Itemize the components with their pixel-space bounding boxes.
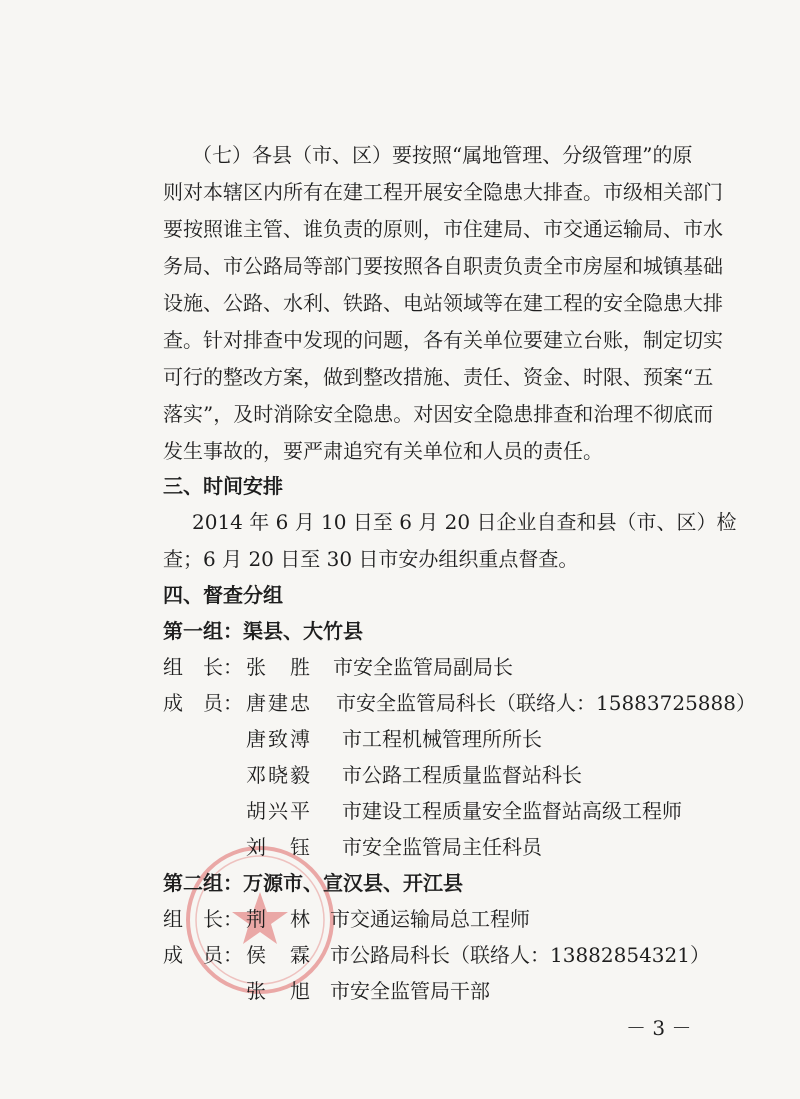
group-1-leader-name: 张 胜 <box>246 655 312 679</box>
group-1-title: 第一组：渠县、大竹县 <box>163 619 363 643</box>
member-name: 刘 钰 <box>246 835 312 859</box>
group-2-title: 第二组：万源市、宣汉县、开江县 <box>163 871 463 895</box>
member-name: 胡兴平 <box>246 799 312 823</box>
group-2-leader-desc: 市交通运输局总工程师 <box>330 907 530 931</box>
member-desc: 市公路局科长（联络人：13882854321） <box>330 943 710 967</box>
paragraph-line: （七）各县（市、区）要按照“属地管理、分级管理”的原 <box>192 143 693 167</box>
paragraph-line: 则对本辖区内所有在建工程开展安全隐患大排查。市级相关部门 <box>163 180 723 204</box>
member-name: 张 旭 <box>246 979 312 1003</box>
member-desc: 市安全监管局主任科员 <box>342 835 542 859</box>
member-name: 唐建忠 <box>246 691 312 715</box>
schedule-line: 查；6 月 20 日至 30 日市安办组织重点督查。 <box>163 547 579 571</box>
paragraph-line: 发生事故的，要严肃追究有关单位和人员的责任。 <box>163 439 603 463</box>
group-1-leader-desc: 市安全监管局副局长 <box>333 655 513 679</box>
section-4-heading: 四、督查分组 <box>163 583 283 607</box>
member-desc: 市公路工程质量监督站科长 <box>342 763 582 787</box>
paragraph-line: 设施、公路、水利、铁路、电站领域等在建工程的安全隐患大排 <box>163 291 723 315</box>
group-2-leader-name: 荆 林 <box>246 907 312 931</box>
group-2-members-role: 成 员： <box>163 943 243 967</box>
schedule-line: 2014 年 6 月 10 日至 6 月 20 日企业自查和县（市、区）检 <box>192 510 737 534</box>
member-name: 唐致溥 <box>246 727 312 751</box>
group-2-leader-role: 组 长： <box>163 907 243 931</box>
group-1-members-role: 成 员： <box>163 691 243 715</box>
member-name: 邓晓毅 <box>246 763 312 787</box>
paragraph-line: 可行的整改方案，做到整改措施、责任、资金、时限、预案“五 <box>163 365 714 389</box>
member-name: 侯 霖 <box>246 943 312 967</box>
paragraph-line: 务局、市公路局等部门要按照各自职责负责全市房屋和城镇基础 <box>163 254 723 278</box>
section-3-heading: 三、时间安排 <box>163 474 283 498</box>
paragraph-line: 查。针对排查中发现的问题，各有关单位要建立台账，制定切实 <box>163 328 723 352</box>
member-desc: 市建设工程质量安全监督站高级工程师 <box>342 799 682 823</box>
member-desc: 市工程机械管理所所长 <box>342 727 542 751</box>
group-1-leader-role: 组 长： <box>163 655 243 679</box>
paragraph-line: 落实”，及时消除安全隐患。对因安全隐患排查和治理不彻底而 <box>163 402 714 426</box>
member-desc: 市安全监管局干部 <box>330 979 490 1003</box>
page-number: － 3 － <box>626 1016 692 1040</box>
paragraph-line: 要按照谁主管、谁负责的原则，市住建局、市交通运输局、市水 <box>163 217 723 241</box>
member-desc: 市安全监管局科长（联络人：15883725888） <box>336 691 756 715</box>
